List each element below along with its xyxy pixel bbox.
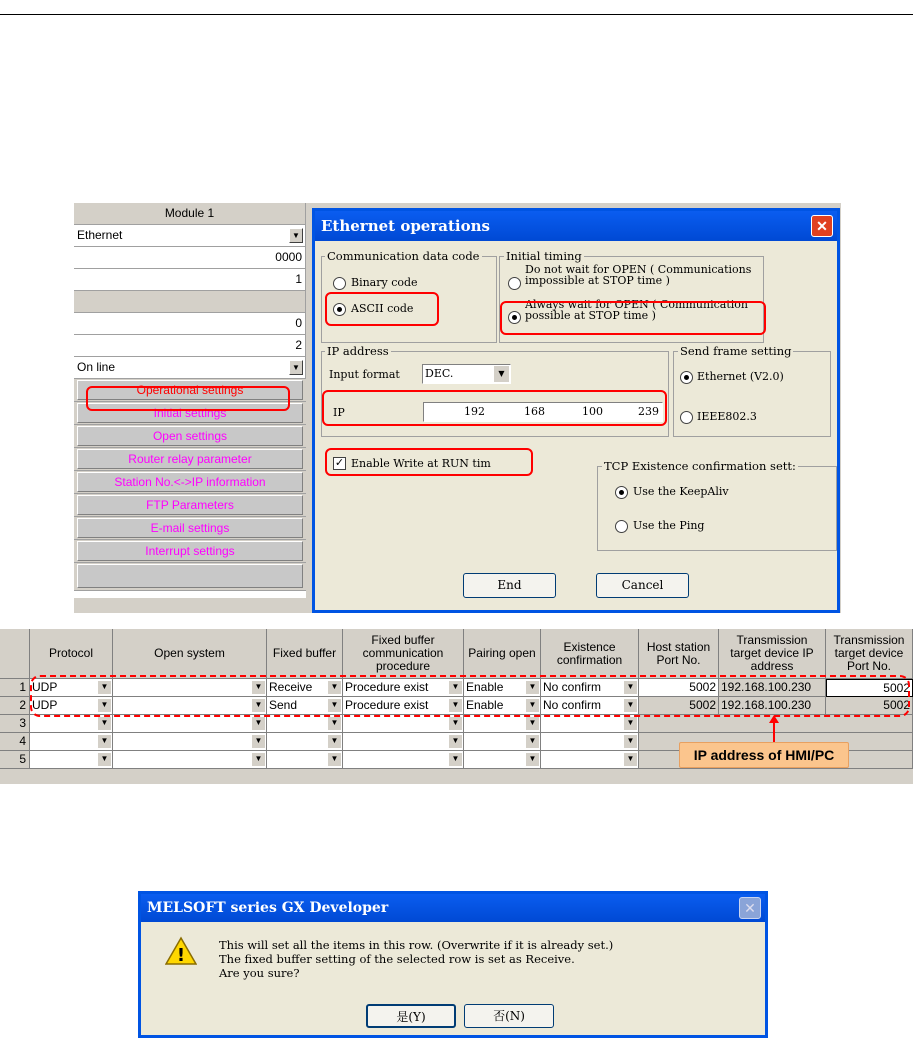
- email-row: [74, 517, 306, 540]
- target-port-header: Transmission target device Port No.: [826, 629, 913, 679]
- chevron-down-icon[interactable]: ▼: [328, 753, 341, 766]
- protocol-cell[interactable]: [30, 751, 113, 769]
- station-no-field[interactable]: 2: [74, 335, 306, 357]
- arrow-up-icon: [766, 715, 782, 745]
- message-title: MELSOFT series GX Developer: [141, 894, 765, 922]
- chevron-down-icon[interactable]: ▼: [328, 681, 341, 694]
- interrupt-settings-button[interactable]: Interrupt settings: [77, 541, 303, 561]
- ethernet-operations-dialog: [312, 208, 840, 613]
- binary-code-label: Binary code: [351, 276, 418, 289]
- keepalive-radio[interactable]: [615, 486, 628, 499]
- comm-code-label: Communication data code: [327, 249, 480, 263]
- interrupt-row: [74, 540, 306, 563]
- chevron-down-icon[interactable]: ▼: [98, 717, 111, 730]
- enable-write-label: Enable Write at RUN tim: [351, 457, 491, 470]
- end-button[interactable]: End: [463, 573, 556, 598]
- timing-option1-label: Do not wait for OPEN ( Communications impossible at STOP time ): [525, 264, 752, 287]
- binary-code-radio[interactable]: [333, 277, 346, 290]
- ip-octet-3: 100: [582, 405, 603, 418]
- operational-settings-highlight: [86, 386, 290, 411]
- open-system-cell[interactable]: [113, 715, 267, 733]
- chevron-down-icon[interactable]: ▼: [98, 753, 111, 766]
- initial-settings-button[interactable]: Initial settings: [77, 403, 303, 423]
- ascii-code-label: ASCII code: [351, 302, 414, 315]
- timing-option2-label: Always wait for OPEN ( Communication possible at STOP time ): [525, 299, 748, 322]
- page-top-rule: [0, 14, 913, 15]
- existence-header: Existence confirmation: [541, 629, 639, 679]
- target-ip-header: Transmission target device IP address: [719, 629, 826, 679]
- close-icon[interactable]: ✕: [739, 897, 761, 919]
- router-relay-button[interactable]: Router relay parameter: [77, 449, 303, 469]
- tcp-existence-group: [597, 466, 837, 551]
- tcp-existence-label: TCP Existence confirmation sett:: [604, 459, 796, 473]
- cell-value: Enable: [466, 698, 504, 712]
- station-ip-row: [74, 471, 306, 494]
- open-settings-table: [0, 629, 913, 784]
- fixed-buffer-cell[interactable]: [267, 715, 343, 733]
- open-system-header: Open system: [113, 629, 267, 679]
- ieee-label: IEEE802.3: [697, 410, 757, 423]
- cancel-button[interactable]: Cancel: [596, 573, 689, 598]
- warning-icon: [165, 936, 197, 966]
- network-no-field[interactable]: 1: [74, 269, 306, 291]
- protocol-cell[interactable]: [30, 715, 113, 733]
- chevron-down-icon[interactable]: ▼: [526, 681, 539, 694]
- ip-label: IP: [333, 406, 345, 419]
- pairing-cell[interactable]: [464, 751, 541, 769]
- chevron-down-icon[interactable]: ▼: [494, 366, 509, 382]
- target-ip-cell[interactable]: 192.168.100.230: [719, 697, 826, 715]
- cell-value: Receive: [269, 680, 313, 694]
- chevron-down-icon[interactable]: ▼: [449, 699, 462, 712]
- chevron-down-icon[interactable]: ▼: [252, 699, 265, 712]
- chevron-down-icon[interactable]: ▼: [624, 717, 637, 730]
- chevron-down-icon[interactable]: ▼: [252, 717, 265, 730]
- existence-cell[interactable]: [541, 733, 639, 751]
- ip-highlight: [322, 390, 667, 426]
- chevron-down-icon[interactable]: ▼: [252, 753, 265, 766]
- yes-button[interactable]: 是(Y): [366, 1004, 456, 1028]
- timing-highlight: [500, 301, 766, 335]
- cell-value: No confirm: [543, 698, 602, 712]
- protocol-header: Protocol: [30, 629, 113, 679]
- input-format-label: Input format: [329, 368, 400, 381]
- chevron-down-icon[interactable]: ▼: [624, 735, 637, 748]
- module-settings-panel: [74, 203, 841, 613]
- chevron-down-icon[interactable]: ▼: [449, 717, 462, 730]
- start-io-field[interactable]: 0000: [74, 247, 306, 269]
- chevron-down-icon[interactable]: ▼: [289, 228, 303, 243]
- open-settings-row: [74, 425, 306, 448]
- enable-write-highlight: [325, 448, 533, 476]
- chevron-down-icon[interactable]: ▼: [449, 681, 462, 694]
- timing-option1-radio[interactable]: [508, 277, 521, 290]
- group-no-field[interactable]: 0: [74, 313, 306, 335]
- cell-value: Procedure exist: [345, 698, 429, 712]
- chevron-down-icon[interactable]: ▼: [624, 753, 637, 766]
- message-line-1: This will set all the items in this row. (Overwrite if it is already set.): [219, 938, 614, 952]
- ip-address-label: IP address: [327, 344, 389, 358]
- rows-highlight: [30, 675, 910, 717]
- procedure-header: Fixed buffer communication procedure: [343, 629, 464, 679]
- operational-settings-button[interactable]: Operational settings: [77, 380, 303, 400]
- host-port-header: Host station Port No.: [639, 629, 719, 679]
- module-header: Module 1: [74, 203, 306, 225]
- procedure-cell[interactable]: [343, 733, 464, 751]
- ethernet-v2-radio[interactable]: [680, 371, 693, 384]
- row-number: 1: [0, 679, 30, 697]
- ip-callout: IP address of HMI/PC: [679, 742, 849, 768]
- ftp-parameters-button[interactable]: FTP Parameters: [77, 495, 303, 515]
- ascii-highlight: [325, 292, 439, 326]
- network-type-value: Ethernet: [77, 228, 123, 242]
- ping-radio[interactable]: [615, 520, 628, 533]
- send-frame-label: Send frame setting: [680, 344, 792, 358]
- cell-value: Enable: [466, 680, 504, 694]
- ethernet-v2-label: Ethernet (V2.0): [697, 370, 784, 383]
- initial-timing-label: Initial timing: [506, 249, 582, 263]
- chevron-down-icon[interactable]: ▼: [328, 699, 341, 712]
- dialog-title: Ethernet operations: [315, 211, 837, 241]
- chevron-down-icon[interactable]: ▼: [526, 717, 539, 730]
- ip-octet-1: 192: [464, 405, 485, 418]
- existence-cell[interactable]: [541, 715, 639, 733]
- target-port-cell[interactable]: 5002: [826, 697, 913, 715]
- row-number: 4: [0, 733, 30, 751]
- mode-value: On line: [77, 360, 116, 374]
- existence-cell[interactable]: [541, 751, 639, 769]
- empty-row: [74, 563, 306, 591]
- ftp-row: [74, 494, 306, 517]
- cell-value: Procedure exist: [345, 680, 429, 694]
- cell-value: UDP: [32, 680, 58, 694]
- row-number: 2: [0, 697, 30, 715]
- input-format-value: DEC.: [425, 367, 454, 380]
- router-relay-row: [74, 448, 306, 471]
- cell-value: No confirm: [543, 680, 602, 694]
- pairing-header: Pairing open: [464, 629, 541, 679]
- chevron-down-icon[interactable]: ▼: [252, 735, 265, 748]
- pairing-cell[interactable]: [464, 733, 541, 751]
- ip-octet-2: 168: [524, 405, 545, 418]
- chevron-down-icon[interactable]: ▼: [98, 735, 111, 748]
- no-button[interactable]: 否(N): [464, 1004, 554, 1028]
- row-number: 5: [0, 751, 30, 769]
- chevron-down-icon[interactable]: ▼: [98, 699, 111, 712]
- cell-value: Send: [269, 698, 298, 712]
- station-ip-button[interactable]: Station No.<->IP information: [77, 472, 303, 492]
- close-icon[interactable]: ✕: [811, 215, 833, 237]
- chevron-down-icon[interactable]: ▼: [526, 699, 539, 712]
- chevron-down-icon[interactable]: ▼: [252, 681, 265, 694]
- svg-text:!: !: [176, 945, 186, 966]
- send-frame-group: [673, 351, 831, 437]
- open-system-cell[interactable]: [113, 733, 267, 751]
- confirm-message-box: [138, 891, 768, 1038]
- chevron-down-icon[interactable]: ▼: [526, 735, 539, 748]
- chevron-down-icon[interactable]: ▼: [624, 681, 637, 694]
- ieee-radio[interactable]: [680, 411, 693, 424]
- chevron-down-icon[interactable]: ▼: [98, 681, 111, 694]
- network-type-select[interactable]: [74, 225, 306, 247]
- open-settings-button[interactable]: Open settings: [77, 426, 303, 446]
- input-format-select[interactable]: [422, 364, 511, 384]
- chevron-down-icon[interactable]: ▼: [328, 717, 341, 730]
- open-system-cell[interactable]: [113, 751, 267, 769]
- fixed-buffer-header: Fixed buffer: [267, 629, 343, 679]
- email-settings-button[interactable]: E-mail settings: [77, 518, 303, 538]
- host-port-cell[interactable]: 5002: [639, 697, 719, 715]
- chevron-down-icon[interactable]: ▼: [328, 735, 341, 748]
- host-port-cell[interactable]: 5002: [639, 679, 719, 697]
- procedure-cell[interactable]: [343, 715, 464, 733]
- cell-value: UDP: [32, 698, 58, 712]
- row-number: 3: [0, 715, 30, 733]
- blank-row: [74, 291, 306, 313]
- message-line-3: Are you sure?: [219, 966, 300, 980]
- fixed-buffer-cell[interactable]: [267, 751, 343, 769]
- chevron-down-icon[interactable]: ▼: [449, 753, 462, 766]
- fixed-buffer-cell[interactable]: [267, 733, 343, 751]
- mode-select[interactable]: [74, 357, 306, 379]
- pairing-cell[interactable]: [464, 715, 541, 733]
- target-ip-cell[interactable]: 192.168.100.230: [719, 679, 826, 697]
- ping-label: Use the Ping: [633, 519, 705, 532]
- message-line-2: The fixed buffer setting of the selected row is set as Receive.: [219, 952, 575, 966]
- procedure-cell[interactable]: [343, 751, 464, 769]
- target-port-cell[interactable]: 5002: [826, 679, 913, 697]
- chevron-down-icon[interactable]: ▼: [289, 360, 303, 375]
- protocol-cell[interactable]: [30, 733, 113, 751]
- ip-octet-4: 239: [638, 405, 659, 418]
- chevron-down-icon[interactable]: ▼: [526, 753, 539, 766]
- corner-header: [0, 629, 30, 679]
- chevron-down-icon[interactable]: ▼: [624, 699, 637, 712]
- enable-write-checkbox[interactable]: ✓: [334, 457, 345, 469]
- chevron-down-icon[interactable]: ▼: [449, 735, 462, 748]
- keepalive-label: Use the KeepAliv: [633, 485, 729, 498]
- empty-button: [77, 564, 303, 588]
